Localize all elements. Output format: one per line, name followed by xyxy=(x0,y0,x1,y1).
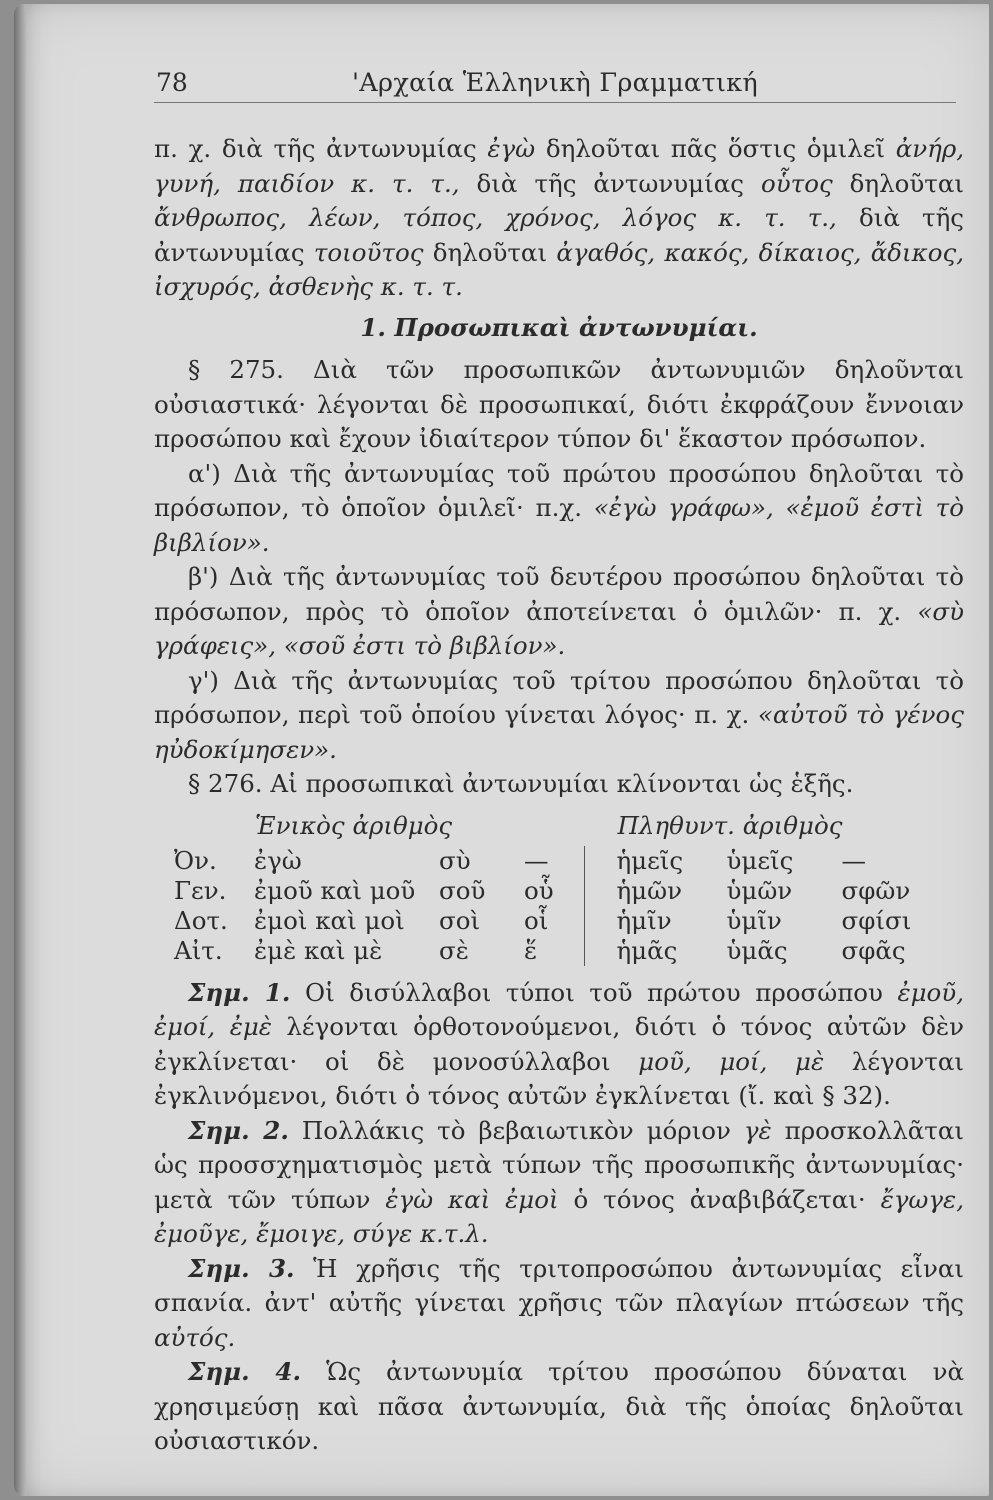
section-heading: 1. Προσωπικαὶ ἀντωνυμίαι. xyxy=(360,312,758,342)
note-2: Σημ. 2. Πολλάκις τὸ βεβαιωτικὸν μόριον γὲ προσκολλᾶται ὡς προσσχηματισμὸς μετὰ τύπων τῆς προσωπικῆς ἀντωνυμίας· μετὰ τῶν τύπων ἐγὼ καὶ ἐμοὶ ὁ τόνος ἀναβιβάζεται· ἔγωγε, ἐμοῦγε, ἔμοιγε, σύγε κ.τ.λ. xyxy=(154,1115,965,1248)
running-title: 'Αρχαία Ἑλληνικὴ Γραμματική xyxy=(352,68,758,98)
table-row: Αἰτ. ἐμὲ καὶ μὲ σὲ ἕ ἡμᾶς ὑμᾶς σφᾶς xyxy=(174,935,906,965)
paragraph-275: § 275. Διὰ τῶν προσωπικῶν ἀντωνυμιῶν δηλοῦνται οὐσιαστικά· λέγονται δὲ προσωπικαί, διότι ἐκφράζουν ἔννοιαν προσώπου καὶ ἔχουν ἰδιαίτερον τύπον δι' ἕκαστον πρόσωπον. xyxy=(154,355,964,453)
note-4: Σημ. 4. Ὡς ἀντωνυμία τρίτου προσώπου δύναται νὰ χρησιμεύσῃ καὶ πᾶσα ἀντωνυμία, διὰ τῆς ὁποίας δηλοῦται οὐσιαστικόν. xyxy=(154,1357,965,1455)
table-row: Γεν. ἐμοῦ καὶ μοῦ σοῦ οὗ ἡμῶν ὑμῶν σφῶν xyxy=(174,875,911,905)
note-1: Σημ. 1. Οἱ δισύλλαβοι τύποι τοῦ πρώτου προσώπου ἐμοῦ, ἐμοί, ἐμὲ λέγονται ὀρθοτονούμενοι, διότι ὁ τόνος αὐτῶν δὲν ἐγκλίνεται· οἱ δὲ μονοσύλλαβοι μοῦ, μοί, μὲ λέγονται ἐγκλινόμενοι, διότι ὁ τόνος αὐτῶν ἐγκλίνεται (ἴ. καὶ § 32). xyxy=(154,977,965,1110)
note-3: Σημ. 3. Ἡ χρῆσις τῆς τριτοπροσώπου ἀντωνυμίας εἶναι σπανία. ἀντ' αὐτῆς γίνεται χρῆσις τῶν πλαγίων πτώσεων τῆς αὐτός. xyxy=(154,1253,965,1352)
table-header-row xyxy=(174,808,922,846)
table-row: Δοτ. ἐμοὶ καὶ μοὶ σοὶ οἷ ἡμῖν ὑμῖν σφίσι xyxy=(174,905,912,935)
intro-paragraph: π. χ. διὰ τῆς ἀντωνυμίας ἐγὼ δηλοῦται πᾶς ὅστις ὁμιλεῖ ἀνήρ, γυνή, παιδίον κ. τ. τ., διὰ τῆς ἀντωνυμίας οὗτος δηλοῦται ἄνθρωπος, λέων, τόπος, χρόνος, λόγος κ. τ. τ., διὰ τῆς ἀντωνυμίας τοιοῦτος δηλοῦται ἀγαθός, κακός, δίκαιος, ἄδικος, ἰσχυρός, ἀσθενὴς κ. τ. τ. xyxy=(154,134,965,301)
page-header xyxy=(134,66,964,106)
paragraph-276: § 276. Αἱ προσωπικαὶ ἀντωνυμίαι κλίνονται ὡς ἑξῆς. xyxy=(188,769,854,798)
paragraph-alpha: α') Διὰ τῆς ἀντωνυμίας τοῦ πρώτου προσώπου δηλοῦται τὸ πρόσωπον, τὸ ὁποῖον ὁμιλεῖ· π.χ. «ἐγὼ γράφω», «ἐμοῦ ἐστὶ τὸ βιβλίον». xyxy=(154,458,964,557)
page-number: 78 xyxy=(156,68,188,97)
page-body xyxy=(154,132,964,1459)
paragraph-beta: β') Διὰ τῆς ἀντωνυμίας τοῦ δευτέρου προσώπου δηλοῦται τὸ πρόσωπον, πρὸς τὸ ὁποῖον ἀποτείνεται ὁ ὁμιλῶν· π. χ. «σὺ γράφεις», «σοῦ ἐστι τὸ βιβλίον». xyxy=(154,562,964,660)
singular-header: Ἑνικὸς ἀριθμὸς xyxy=(255,811,453,841)
page-edge-shadow xyxy=(14,4,26,1496)
book-page xyxy=(14,4,989,1496)
header-rule xyxy=(154,102,956,103)
table-row: Ὀν. ἐγὼ σὺ — ἡμεῖς ὑμεῖς — xyxy=(174,845,866,875)
plural-header: Πληθυντ. ἀριθμὸς xyxy=(617,811,843,841)
paragraph-gamma: γ') Διὰ τῆς ἀντωνυμίας τοῦ τρίτου προσώπου δηλοῦται τὸ πρόσωπον, περὶ τοῦ ὁποίου γίνεται λόγος· π. χ. «αὐτοῦ τὸ γένος ηὐδοκίμησεν». xyxy=(154,665,964,764)
declension-table xyxy=(174,808,922,966)
